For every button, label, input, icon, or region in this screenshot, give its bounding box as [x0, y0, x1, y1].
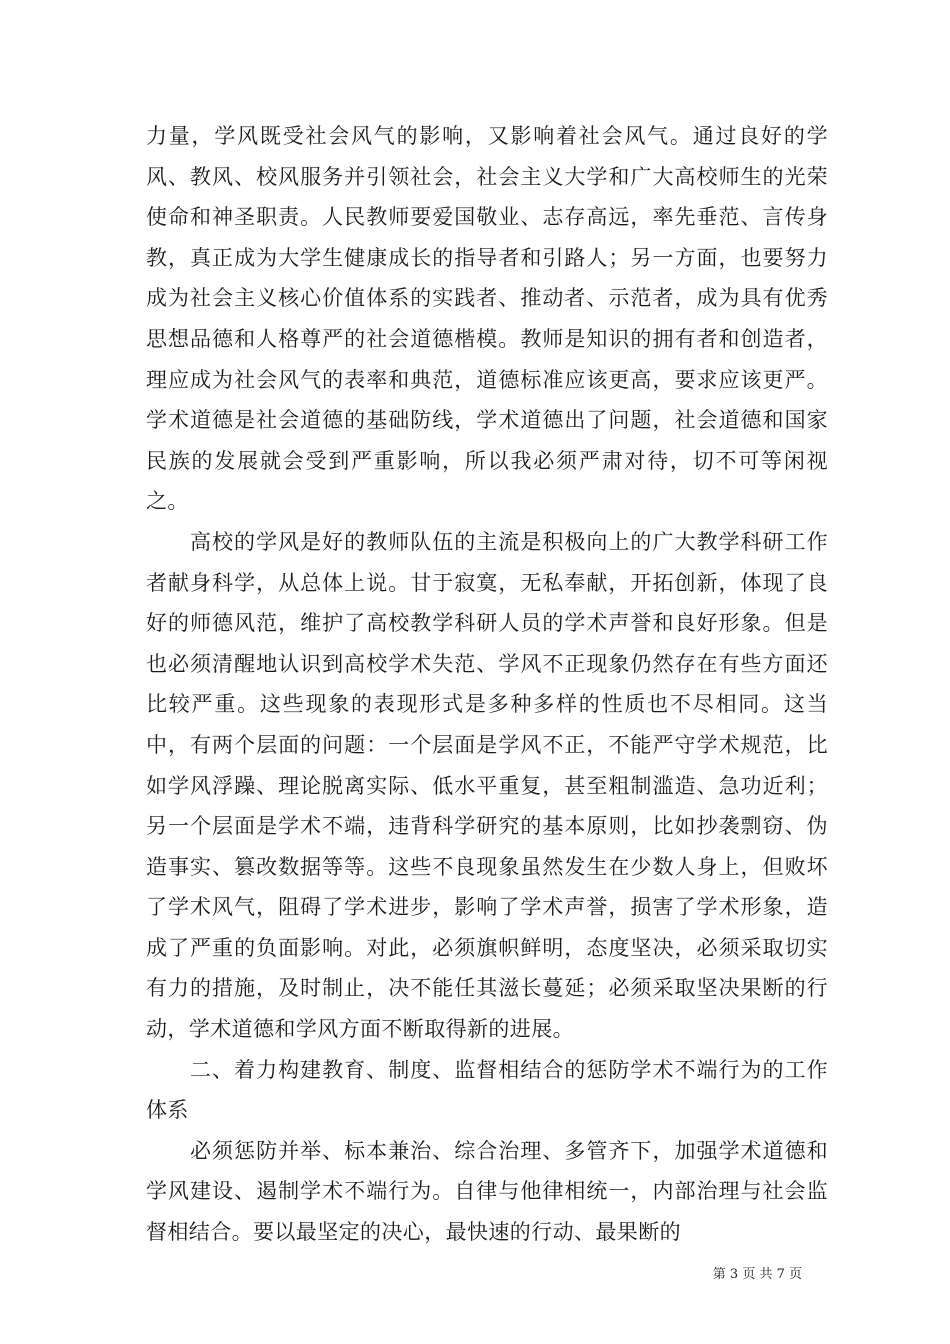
- page-number: 第 3 页 共 7 页: [712, 1267, 802, 1282]
- body-text: [146, 116, 828, 1253]
- paragraph-2: 高校的学风是好的教师队伍的主流是积极向上的广大教学科研工作者献身科学，从总体上说。甘于寂寞，无私奉献，开拓创新，体现了良好的师德风范，维护了高校教学科研人员的学术声誉和良好形象。但是也必须清醒地认识到高校学术失范、学风不正现象仍然存在有些方面还比较严重。这些现象的表现形式是多种多样的性质也不尽相同。这当中，有两个层面的问题：一个层面是学风不正，不能严守学术规范，比如学风浮躁、理论脱离实际、低水平重复，甚至粗制滥造、急功近利；另一个层面是学术不端，违背科学研究的基本原则，比如抄袭剽窃、伪造事实、篡改数据等等。这些不良现象虽然发生在少数人身上，但败坏了学术风气，阻碍了学术进步，影响了学术声誉，损害了学术形象，造成了严重的负面影响。对此，必须旗帜鲜明，态度坚决，必须采取切实有力的措施，及时制止，决不能任其滋长蔓延；必须采取坚决果断的行动，学术道德和学风方面不断取得新的进展。: [146, 529, 828, 1042]
- paragraph-3: 必须惩防并举、标本兼治、综合治理、多管齐下，加强学术道德和学风建设、遏制学术不端行为。自律与他律相统一，内部治理与社会监督相结合。要以最坚定的决心，最快速的行动、最果断的: [146, 1138, 828, 1245]
- paragraph-1: 力量，学风既受社会风气的影响，又影响着社会风气。通过良好的学风、教风、校风服务并引领社会，社会主义大学和广大高校师生的光荣使命和神圣职责。人民教师要爱国敬业、志存高远，率先垂范、言传身教，真正成为大学生健康成长的指导者和引路人；另一方面，也要努力成为社会主义核心价值体系的实践者、推动者、示范者，成为具有优秀思想品德和人格尊严的社会道德楷模。教师是知识的拥有者和创造者，理应成为社会风气的表率和典范，道德标准应该更高，要求应该更严。学术道德是社会道德的基础防线，学术道德出了问题，社会道德和国家民族的发展就会受到严重影响，所以我必须严肃对待，切不可等闲视之。: [146, 124, 828, 514]
- section-heading: 二、着力构建教育、制度、监督相结合的惩防学术不端行为的工作体系: [146, 1057, 828, 1123]
